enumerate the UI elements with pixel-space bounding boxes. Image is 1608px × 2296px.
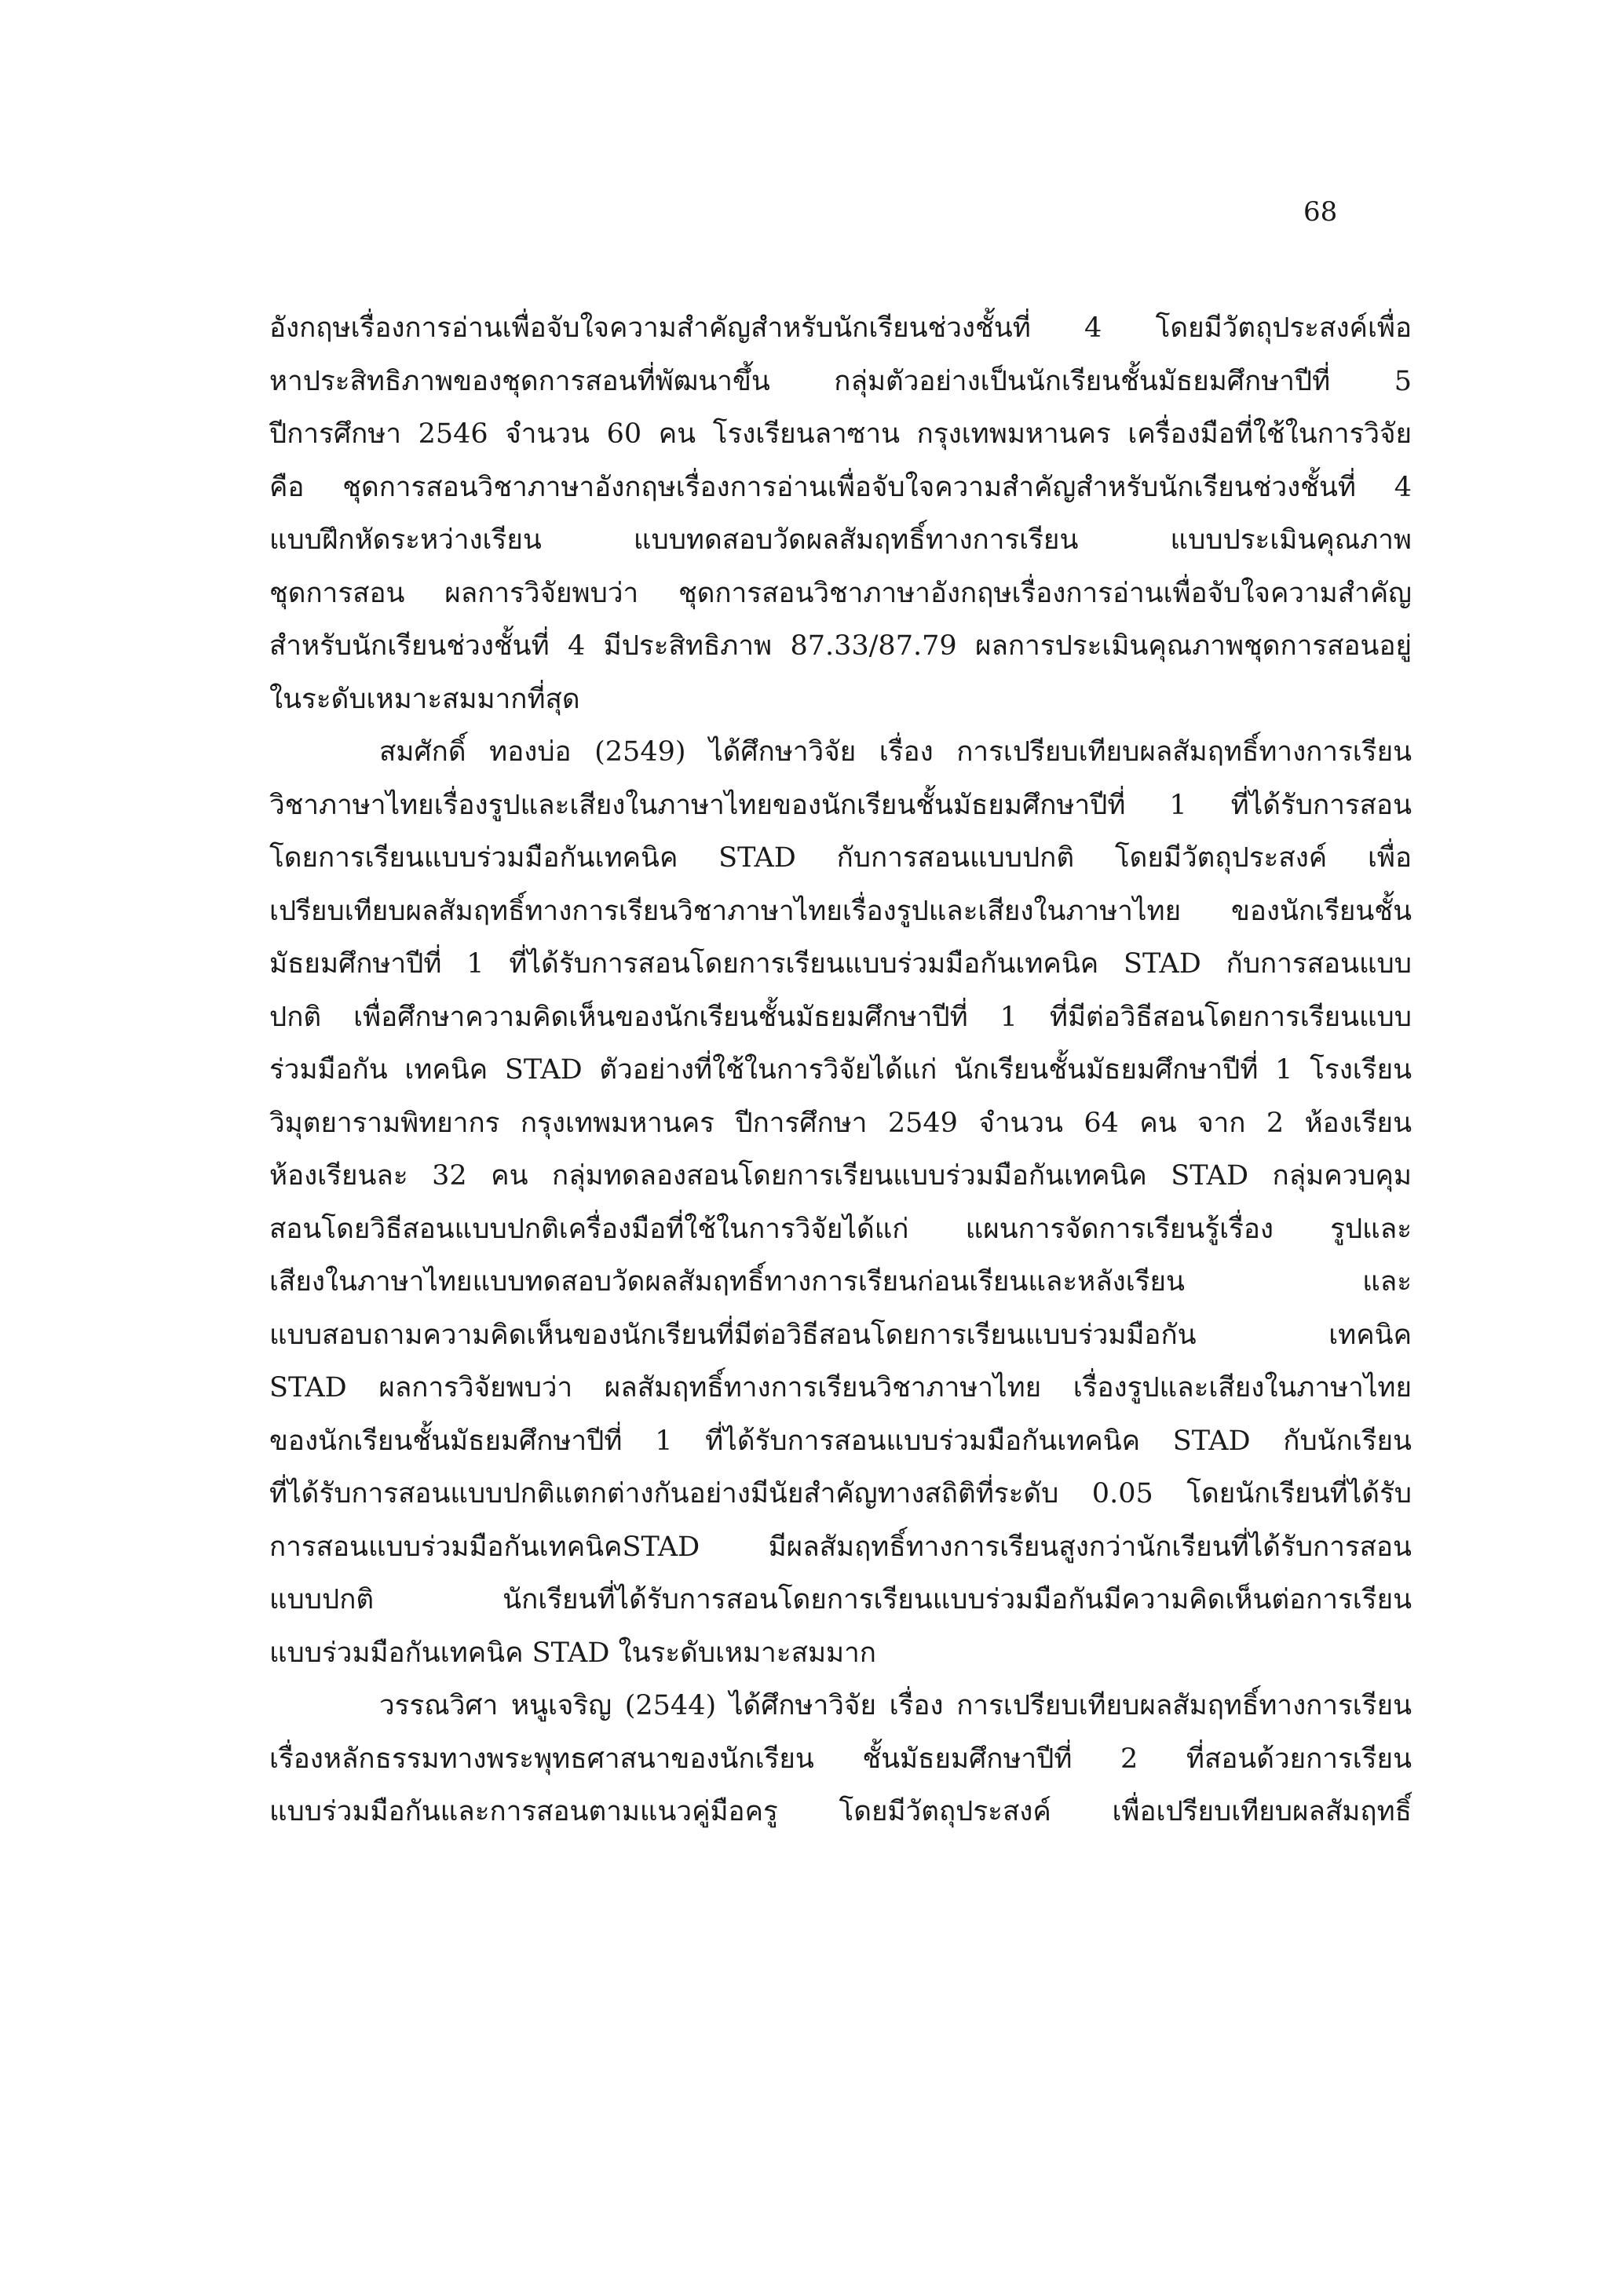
page-number: 68 [1303,196,1338,228]
text-line: เสียงในภาษาไทยแบบทดสอบวัดผลสัมฤทธิ์ทางการเรียนก่อนเรียนและหลังเรียน และ [269,1266,1412,1298]
text-line: ห้องเรียนละ 32 คน กลุ่มทดลองสอนโดยการเรียนแบบร่วมมือกันเทคนิค STAD กลุ่มควบคุม [269,1160,1412,1192]
text-line: วิมุตยารามพิทยากร กรุงเทพมหานคร ปีการศึกษา 2549 จำนวน 64 คน จาก 2 ห้องเรียน [269,1107,1412,1139]
text-line: เรื่องหลักธรรมทางพระพุทธศาสนาของนักเรียน ชั้นมัธยมศึกษาปีที่ 2 ที่สอนด้วยการเรียน [269,1743,1412,1775]
text-line: STAD ผลการวิจัยพบว่า ผลสัมฤทธิ์ทางการเรียนวิชาภาษาไทย เรื่องรูปและเสียงในภาษาไทย [269,1372,1412,1404]
text-line: ของนักเรียนชั้นมัธยมศึกษาปีที่ 1 ที่ได้รับการสอนแบบร่วมมือกันเทคนิค STAD กับนักเรียน [269,1425,1412,1457]
text-line: ปีการศึกษา 2546 จำนวน 60 คน โรงเรียนลาซาน กรุงเทพมหานคร เครื่องมือที่ใช้ในการวิจัย [269,418,1412,450]
text-line: สอนโดยวิธีสอนแบบปกติเครื่องมือที่ใช้ในการวิจัยได้แก่ แผนการจัดการเรียนรู้เรื่อง รูปและ [269,1213,1412,1245]
text-line: แบบปกติ นักเรียนที่ได้รับการสอนโดยการเรียนแบบร่วมมือกันมีความคิดเห็นต่อการเรียน [269,1584,1412,1615]
document-body [269,302,1412,1839]
text-line: โดยการเรียนแบบร่วมมือกันเทคนิค STAD กับการสอนแบบปกติ โดยมีวัตถุประสงค์ เพื่อ [269,842,1412,874]
text-line: สมศักดิ์ ทองบ่อ (2549) ได้ศึกษาวิจัย เรื่อง การเปรียบเทียบผลสัมฤทธิ์ทางการเรียน [379,736,1412,768]
text-line: วิชาภาษาไทยเรื่องรูปและเสียงในภาษาไทยของนักเรียนชั้นมัธยมศึกษาปีที่ 1 ที่ได้รับการสอน [269,789,1412,821]
text-line: ร่วมมือกัน เทคนิค STAD ตัวอย่างที่ใช้ในการวิจัยได้แก่ นักเรียนชั้นมัธยมศึกษาปีที่ 1 โรงเรียน [269,1054,1412,1086]
text-line: แบบฝึกหัดระหว่างเรียน แบบทดสอบวัดผลสัมฤทธิ์ทางการเรียน แบบประเมินคุณภาพ [269,524,1412,556]
text-line: สำหรับนักเรียนช่วงชั้นที่ 4 มีประสิทธิภาพ 87.33/87.79 ผลการประเมินคุณภาพชุดการสอนอยู่ [269,630,1412,662]
text-line: ในระดับเหมาะสมมากที่สุด [269,683,580,715]
text-line: แบบสอบถามความคิดเห็นของนักเรียนที่มีต่อวิธีสอนโดยการเรียนแบบร่วมมือกัน เทคนิค [269,1319,1412,1351]
text-line: แบบร่วมมือกันและการสอนตามแนวคู่มือครู โดยมีวัตถุประสงค์ เพื่อเปรียบเทียบผลสัมฤทธิ์ [269,1796,1412,1827]
text-line: ที่ได้รับการสอนแบบปกติแตกต่างกันอย่างมีนัยสำคัญทางสถิติที่ระดับ 0.05 โดยนักเรียนที่ได้รับ [269,1478,1412,1509]
text-line: คือ ชุดการสอนวิชาภาษาอังกฤษเรื่องการอ่านเพื่อจับใจความสำคัญสำหรับนักเรียนช่วงชั้นที่ 4 [269,471,1412,503]
paragraph-somsak [269,726,1412,1680]
text-line: ชุดการสอน ผลการวิจัยพบว่า ชุดการสอนวิชาภาษาอังกฤษเรื่องการอ่านเพื่อจับใจความสำคัญ [269,577,1412,609]
text-line: วรรณวิศา หนูเจริญ (2544) ได้ศึกษาวิจัย เรื่อง การเปรียบเทียบผลสัมฤทธิ์ทางการเรียน [379,1690,1412,1721]
text-line: การสอนแบบร่วมมือกันเทคนิคSTAD มีผลสัมฤทธิ์ทางการเรียนสูงกว่านักเรียนที่ได้รับการสอน [269,1531,1412,1563]
text-line: แบบร่วมมือกันเทคนิค STAD ในระดับเหมาะสมมาก [269,1637,876,1669]
paragraph-continued [269,302,1412,726]
text-line: หาประสิทธิภาพของชุดการสอนที่พัฒนาขึ้น กลุ่มตัวอย่างเป็นนักเรียนชั้นมัธยมศึกษาปีที่ 5 [269,365,1412,397]
text-line: มัธยมศึกษาปีที่ 1 ที่ได้รับการสอนโดยการเรียนแบบร่วมมือกันเทคนิค STAD กับการสอนแบบ [269,948,1412,980]
text-line: ปกติ เพื่อศึกษาความคิดเห็นของนักเรียนชั้นมัธยมศึกษาปีที่ 1 ที่มีต่อวิธีสอนโดยการเรียนแบบ [269,1001,1412,1033]
text-line: เปรียบเทียบผลสัมฤทธิ์ทางการเรียนวิชาภาษาไทยเรื่องรูปและเสียงในภาษาไทย ของนักเรียนชั้น [269,895,1412,927]
paragraph-wannawisa [269,1680,1412,1839]
text-line: อังกฤษเรื่องการอ่านเพื่อจับใจความสำคัญสำหรับนักเรียนช่วงชั้นที่ 4 โดยมีวัตถุประสงค์เพื่อ [269,312,1412,344]
